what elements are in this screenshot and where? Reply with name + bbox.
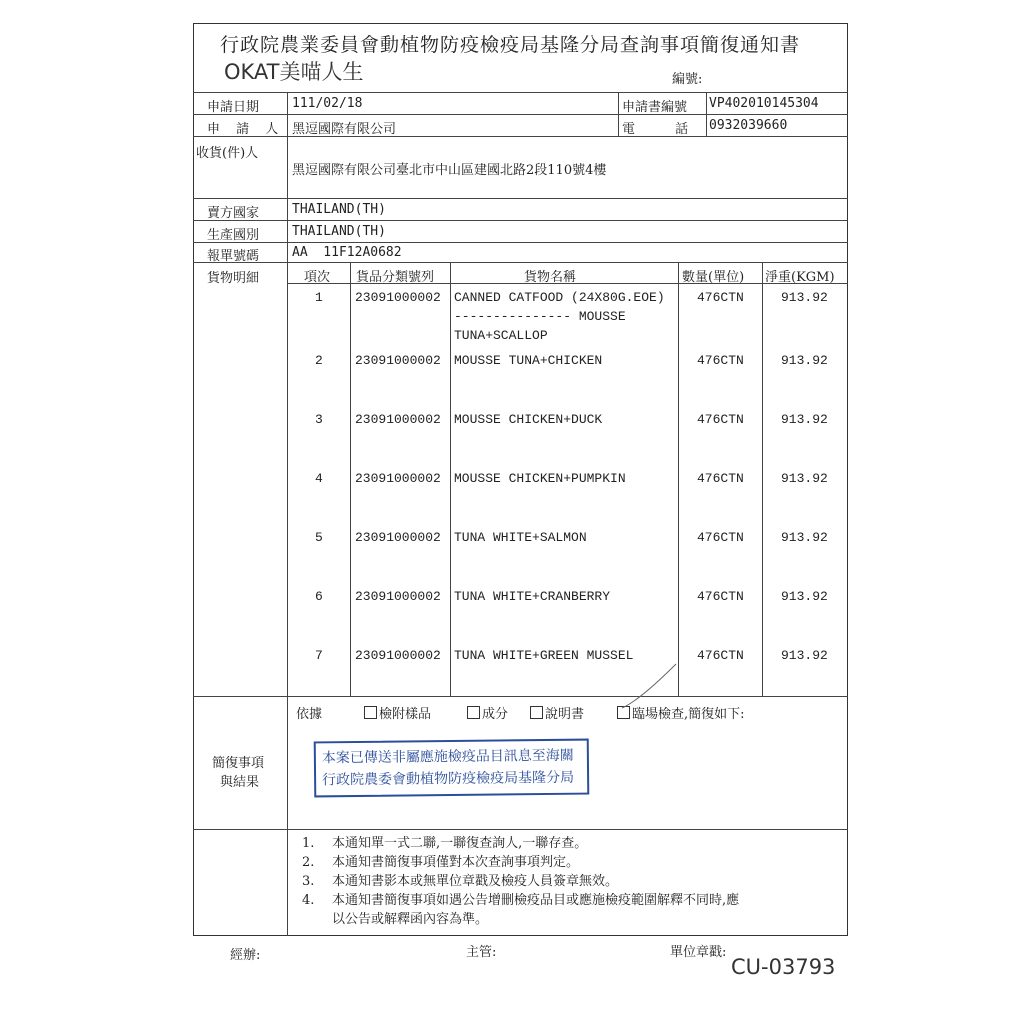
goods-row-name: MOUSSE TUNA+CHICKEN [454,353,603,368]
goods-row-weight: 913.92 [781,648,828,663]
declaration-no-value: AA 11F12A0682 [292,245,402,260]
basis-suffix: ,簡復如下: [684,707,745,722]
goods-row-name: CANNED CATFOOD (24X80G.EOE) --------------- MOUSSE TUNA+SCALLOP [454,290,665,343]
check-mark-stroke [620,660,680,720]
checkbox-icon [364,706,377,719]
goods-row-qty: 476CTN [697,290,744,305]
consignee-value: 黑逗國際有限公司臺北市中山區建國北路2段110號4樓 [292,163,607,178]
note-item: 1. 本通知單一式二聯,一聯復查詢人,一聯存查。 [302,836,588,851]
goods-row-qty: 476CTN [697,589,744,604]
goods-row-code: 23091000002 [355,290,441,305]
goods-row-no: 1 [315,290,323,305]
applicant-label: 申 請 人 [207,122,285,137]
basis-option-sample[interactable]: 檢附樣品 [364,703,431,722]
goods-row-weight: 913.92 [781,589,828,604]
goods-row-weight: 913.92 [781,471,828,486]
result-label-line1: 簡復事項 [212,756,265,771]
goods-row-name: TUNA WHITE+CRANBERRY [454,589,611,604]
goods-row-name: MOUSSE CHICKEN+PUMPKIN [454,471,626,486]
number-label: 編號: [672,72,703,87]
origin-country-label: 生產國別 [207,228,260,243]
seller-country-value: THAILAND(TH) [292,202,386,217]
consignee-label: 收貨(件)人 [196,146,259,161]
rule [193,92,848,93]
goods-row-weight: 913.92 [781,412,828,427]
goods-row-code: 23091000002 [355,648,441,663]
goods-row-no: 7 [315,648,323,663]
goods-header-no: 項次 [304,270,331,285]
goods-header-qty: 數量(單位) [682,270,745,285]
basis-option-manual[interactable]: 說明書 [530,703,584,722]
declaration-no-label: 報單號碼 [207,249,260,264]
rule [193,114,848,115]
goods-row-name: TUNA WHITE+SALMON [454,530,587,545]
goods-row-qty: 476CTN [697,471,744,486]
goods-row-code: 23091000002 [355,412,441,427]
goods-row-weight: 913.92 [781,530,828,545]
label-column-divider [287,92,288,936]
unit-seal-label: 單位章戳: [670,945,727,960]
basis-option-ingredients[interactable]: 成分 [467,703,508,722]
phone-label: 電 話 [622,122,707,137]
checkbox-icon [467,706,480,719]
goods-row-qty: 476CTN [697,353,744,368]
note-item: 4. 本通知書簡復事項如遇公告增刪檢疫品目或應施檢疫範圍解釋不同時,應 [302,893,740,908]
apply-date-value: 111/02/18 [292,96,363,111]
goods-row-qty: 476CTN [697,530,744,545]
goods-row-weight: 913.92 [781,290,828,305]
rule [193,198,848,199]
stamp-line1: 本案已傳送非屬應施檢疫品目訊息至海關 [321,747,574,767]
origin-country-value: THAILAND(TH) [292,224,386,239]
rule [193,696,848,697]
goods-row-no: 3 [315,412,323,427]
goods-row-no: 4 [315,471,323,486]
goods-row-no: 5 [315,530,323,545]
rule [193,220,848,221]
seller-country-label: 賣方國家 [207,206,260,221]
apply-no-label: 申請書編號 [622,100,688,115]
goods-row-name: MOUSSE CHICKEN+DUCK [454,412,603,427]
goods-row-no: 6 [315,589,323,604]
goods-row-code: 23091000002 [355,589,441,604]
rule [350,262,351,696]
phone-value: 0932039660 [709,118,788,133]
supervisor-label: 主管: [466,945,497,960]
goods-row-qty: 476CTN [697,648,744,663]
goods-row-code: 23091000002 [355,530,441,545]
goods-row-name: TUNA WHITE+GREEN MUSSEL [454,648,634,663]
goods-header-code: 貨品分類號列 [356,270,435,285]
handler-label: 經辦: [230,948,261,963]
apply-date-label: 申請日期 [207,100,260,115]
goods-row-no: 2 [315,353,323,368]
goods-row-code: 23091000002 [355,353,441,368]
rule [706,92,707,136]
rule [193,829,848,830]
note-item: 3. 本通知書影本或無單位章戳及檢疫人員簽章無效。 [302,874,619,889]
checkbox-icon [530,706,543,719]
rule [193,262,848,263]
rule [450,262,451,696]
goods-row-weight: 913.92 [781,353,828,368]
note-item: 2. 本通知書簡復事項僅對本次查詢事項判定。 [302,855,580,870]
basis-label: 依據 [296,707,323,722]
goods-detail-label: 貨物明細 [207,271,260,286]
goods-row-qty: 476CTN [697,412,744,427]
stamp-line2: 行政院農委會動植物防疫檢疫局基隆分局 [322,769,575,789]
result-label-line2: 與結果 [220,775,260,790]
rule [678,262,679,696]
overlay-store-name: OKAT美喵人生 [224,60,364,84]
rule [618,92,619,136]
notes-list [302,834,739,929]
result-stamp [314,739,590,798]
rule [193,242,848,243]
apply-no-value: VP402010145304 [709,96,819,111]
rule [762,262,763,696]
note-continuation: 以公告或解釋函內容為準。 [332,912,489,927]
form-title: 行政院農業委員會動植物防疫檢疫局基隆分局查詢事項簡復通知書 [220,34,801,56]
goods-header-weight: 淨重(KGM) [765,270,835,285]
document-code: CU-03793 [731,955,836,979]
goods-header-name: 貨物名稱 [524,270,577,285]
applicant-value: 黑逗國際有限公司 [292,122,397,137]
basis-option-inspection[interactable]: 臨場檢查,簡復如下: [617,703,745,722]
goods-row-code: 23091000002 [355,471,441,486]
